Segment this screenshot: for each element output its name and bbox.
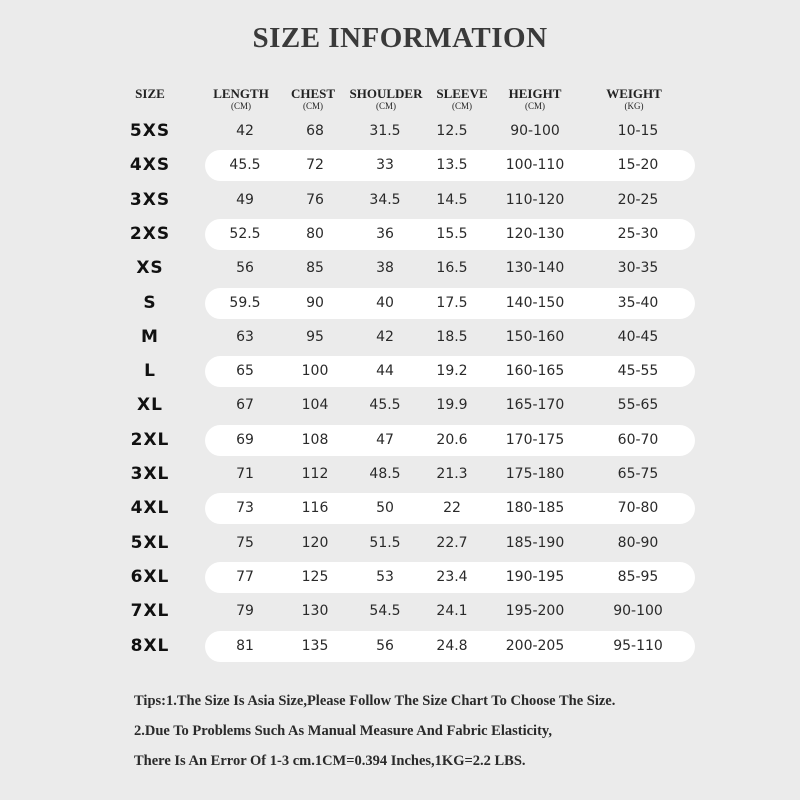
cell-length: 59.5 [229, 294, 261, 311]
header-height-unit: (CM) [525, 101, 545, 111]
cell-shoulder: 53 [376, 568, 394, 585]
header-size-label: SIZE [135, 86, 165, 101]
size-label: 6XL [130, 566, 170, 587]
cell-height: 170-175 [505, 431, 565, 448]
table-row [0, 390, 800, 421]
size-label: 3XL [130, 464, 170, 484]
cell-shoulder: 48.5 [369, 466, 401, 482]
cell-sleeve: 12.5 [436, 123, 468, 139]
cell-length: 45.5 [229, 157, 261, 174]
cell-shoulder: 45.5 [369, 397, 401, 414]
cell-height: 165-170 [505, 397, 565, 414]
table-header [0, 86, 800, 120]
cell-chest: 104 [301, 397, 329, 414]
header-chest-label: CHEST [290, 86, 336, 101]
cell-weight: 40-45 [617, 328, 659, 345]
cell-sleeve: 14.5 [436, 191, 468, 208]
cell-shoulder: 54.5 [369, 603, 401, 620]
cell-weight: 10-15 [617, 123, 659, 139]
header-height [495, 86, 575, 111]
table-row [0, 219, 800, 250]
cell-sleeve: 19.9 [436, 397, 468, 414]
cell-chest: 85 [306, 260, 324, 277]
table-row [0, 322, 800, 353]
table-row [0, 288, 800, 319]
header-weight [594, 86, 674, 111]
cell-chest: 108 [301, 431, 329, 448]
cell-chest: 76 [306, 191, 324, 208]
cell-height: 180-185 [505, 500, 565, 517]
cell-chest: 116 [301, 500, 329, 517]
cell-length: 42 [236, 123, 254, 139]
cell-weight: 65-75 [617, 466, 659, 482]
cell-weight: 15-20 [617, 157, 659, 174]
cell-height: 120-130 [505, 225, 565, 242]
cell-weight: 55-65 [617, 397, 659, 414]
tips-section [134, 686, 615, 776]
tips-line-3: There Is An Error Of 1-3 cm.1CM=0.394 Inches,1KG=2.2 LBS. [134, 753, 526, 769]
header-chest [281, 86, 345, 111]
cell-weight: 90-100 [613, 603, 663, 620]
table-row [0, 356, 800, 387]
cell-chest: 112 [301, 466, 329, 482]
header-shoulder-label: SHOULDER [349, 86, 423, 101]
cell-length: 69 [236, 431, 254, 448]
header-sleeve [429, 86, 495, 111]
cell-sleeve: 23.4 [436, 568, 468, 585]
cell-weight: 20-25 [617, 191, 659, 208]
size-label: XS [136, 258, 164, 279]
cell-shoulder: 34.5 [369, 191, 401, 208]
table-row [0, 425, 800, 456]
cell-chest: 100 [301, 363, 329, 380]
cell-sleeve: 16.5 [436, 260, 468, 277]
size-label: 5XL [130, 532, 170, 553]
table-row [0, 459, 800, 490]
table-row [0, 116, 800, 147]
size-label: 5XS [129, 121, 171, 141]
cell-height: 150-160 [505, 328, 565, 345]
page-title: SIZE INFORMATION [252, 22, 548, 54]
cell-weight: 85-95 [617, 568, 659, 585]
table-row [0, 562, 800, 593]
cell-length: 71 [236, 466, 254, 482]
cell-height: 195-200 [505, 603, 565, 620]
cell-height: 140-150 [505, 294, 565, 311]
table-row [0, 150, 800, 181]
size-label: 2XL [130, 429, 170, 450]
table-row [0, 596, 800, 627]
cell-weight: 35-40 [617, 294, 659, 311]
cell-length: 77 [236, 568, 254, 585]
cell-sleeve: 24.1 [436, 603, 468, 620]
table-row [0, 528, 800, 559]
cell-sleeve: 21.3 [436, 466, 468, 482]
cell-weight: 95-110 [613, 637, 663, 654]
cell-length: 67 [236, 397, 254, 414]
cell-weight: 80-90 [617, 534, 659, 551]
cell-chest: 72 [306, 157, 324, 174]
tips-line-2: 2.Due To Problems Such As Manual Measure And Fabric Elasticity, [134, 723, 552, 739]
cell-chest: 90 [306, 294, 324, 311]
cell-sleeve: 24.8 [436, 637, 468, 654]
header-sleeve-label: SLEEVE [436, 86, 488, 101]
cell-weight: 25-30 [617, 225, 659, 242]
table-row [0, 631, 800, 662]
size-label: S [143, 292, 157, 313]
cell-shoulder: 40 [376, 294, 394, 311]
cell-shoulder: 47 [376, 431, 394, 448]
header-weight-label: WEIGHT [606, 86, 662, 101]
cell-sleeve: 22.7 [436, 534, 468, 551]
header-weight-unit: (KG) [624, 101, 644, 111]
cell-chest: 125 [301, 568, 329, 585]
cell-shoulder: 50 [376, 500, 394, 517]
cell-length: 52.5 [229, 225, 261, 242]
header-length-unit: (CM) [231, 101, 251, 111]
table-row [0, 493, 800, 524]
tips-line-1: Tips:1.The Size Is Asia Size,Please Follow The Size Chart To Choose The Size. [134, 693, 616, 709]
cell-chest: 135 [301, 637, 329, 654]
size-label: 2XS [129, 223, 171, 244]
cell-length: 81 [236, 637, 254, 654]
header-chest-unit: (CM) [303, 101, 323, 111]
cell-height: 110-120 [505, 191, 565, 208]
cell-height: 130-140 [505, 260, 565, 277]
size-label: M [141, 326, 159, 347]
cell-weight: 30-35 [617, 260, 659, 277]
size-label: 7XL [130, 601, 170, 622]
size-label: 8XL [130, 635, 170, 656]
cell-height: 190-195 [505, 568, 565, 585]
cell-length: 79 [236, 603, 254, 620]
table-row [0, 253, 800, 284]
cell-height: 100-110 [505, 157, 565, 174]
header-height-label: HEIGHT [508, 86, 562, 101]
cell-sleeve: 20.6 [436, 431, 468, 448]
cell-shoulder: 56 [376, 637, 394, 654]
cell-sleeve: 15.5 [436, 225, 468, 242]
cell-length: 56 [236, 260, 254, 277]
cell-shoulder: 42 [376, 328, 394, 345]
header-length [205, 86, 277, 111]
header-length-label: LENGTH [213, 86, 269, 101]
cell-height: 160-165 [505, 363, 565, 380]
cell-weight: 45-55 [617, 363, 659, 380]
cell-sleeve: 17.5 [436, 294, 468, 311]
cell-shoulder: 51.5 [369, 534, 401, 551]
cell-chest: 68 [306, 123, 324, 139]
cell-shoulder: 38 [376, 260, 394, 277]
size-label: 4XS [129, 155, 171, 176]
cell-length: 75 [236, 534, 254, 551]
cell-weight: 70-80 [617, 500, 659, 517]
cell-shoulder: 36 [376, 225, 394, 242]
cell-height: 175-180 [505, 466, 565, 482]
cell-chest: 120 [301, 534, 329, 551]
cell-shoulder: 31.5 [369, 123, 401, 139]
header-shoulder [343, 86, 429, 111]
header-sleeve-unit: (CM) [452, 101, 472, 111]
size-label: L [144, 361, 156, 382]
cell-sleeve: 22 [443, 500, 461, 517]
cell-height: 90-100 [510, 123, 560, 139]
cell-sleeve: 18.5 [436, 328, 468, 345]
cell-length: 65 [236, 363, 254, 380]
size-label: XL [137, 395, 163, 416]
cell-chest: 130 [301, 603, 329, 620]
header-shoulder-unit: (CM) [376, 101, 396, 111]
size-label: 3XS [129, 189, 171, 210]
cell-shoulder: 44 [376, 363, 394, 380]
cell-shoulder: 33 [376, 157, 394, 174]
cell-length: 49 [236, 191, 254, 208]
cell-chest: 95 [306, 328, 324, 345]
header-size [115, 86, 185, 101]
cell-length: 73 [236, 500, 254, 517]
table-row [0, 185, 800, 216]
cell-sleeve: 13.5 [436, 157, 468, 174]
size-label: 4XL [130, 498, 170, 519]
cell-length: 63 [236, 328, 254, 345]
cell-sleeve: 19.2 [436, 363, 468, 380]
cell-chest: 80 [306, 225, 324, 242]
cell-height: 200-205 [505, 637, 565, 654]
cell-weight: 60-70 [617, 431, 659, 448]
cell-height: 185-190 [505, 534, 565, 551]
